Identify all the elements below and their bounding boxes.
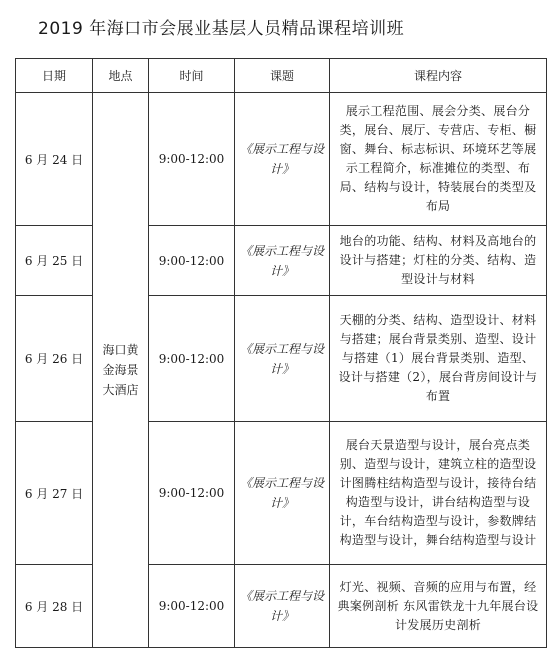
schedule-table [15,58,547,648]
time-cell: 9:00-12:00 [149,226,235,296]
header-date: 日期 [16,59,93,93]
date-cell: 6 月 26 日 [16,296,93,422]
topic-cell: 《展示工程与设计》 [235,565,330,648]
time-cell: 9:00-12:00 [149,93,235,226]
topic-cell: 《展示工程与设计》 [235,93,330,226]
time-cell: 9:00-12:00 [149,565,235,648]
topic-cell: 《展示工程与设计》 [235,296,330,422]
content-cell: 灯光、视频、音频的应用与布置，经典案例剖析 东风雷铁龙十九年展台设计发展历史剖析 [330,565,547,648]
content-cell: 地台的功能、结构、材料及高地台的设计与搭建；灯柱的分类、结构、造型设计与材料 [330,226,547,296]
date-cell: 6 月 27 日 [16,422,93,565]
date-cell: 6 月 24 日 [16,93,93,226]
header-content: 课程内容 [330,59,547,93]
header-place: 地点 [93,59,149,93]
date-cell: 6 月 25 日 [16,226,93,296]
content-cell: 天棚的分类、结构、造型设计、材料与搭建；展台背景类别、造型、设计与搭建（1）展台背景类别、造型、设计与搭建（2），展台背房间设计与布置 [330,296,547,422]
time-cell: 9:00-12:00 [149,296,235,422]
header-time: 时间 [149,59,235,93]
page-title: 2019 年海口市会展业基层人员精品课程培训班 [38,19,405,39]
content-cell: 展台天景造型与设计，展台亮点类别、造型与设计，建筑立柱的造型设计图腾柱结构造型与设计，接待台结构造型与设计，讲台结构造型与设计，车台结构造型与设计，参数牌结构造型与设计，舞台结构造型与设计 [330,422,547,565]
header-topic: 课题 [235,59,330,93]
topic-cell: 《展示工程与设计》 [235,422,330,565]
table-row [16,93,547,226]
topic-cell: 《展示工程与设计》 [235,226,330,296]
time-cell: 9:00-12:00 [149,422,235,565]
content-cell: 展示工程范围、展会分类、展台分类，展台、展厅、专营店、专柜、橱窗、舞台、标志标识、环境环艺等展示工程简介，标准摊位的类型、布局、结构与设计，特装展台的类型及布局 [330,93,547,226]
date-cell: 6 月 28 日 [16,565,93,648]
place-cell: 海口黄金海景大酒店 [93,93,149,648]
header-row [16,59,547,93]
